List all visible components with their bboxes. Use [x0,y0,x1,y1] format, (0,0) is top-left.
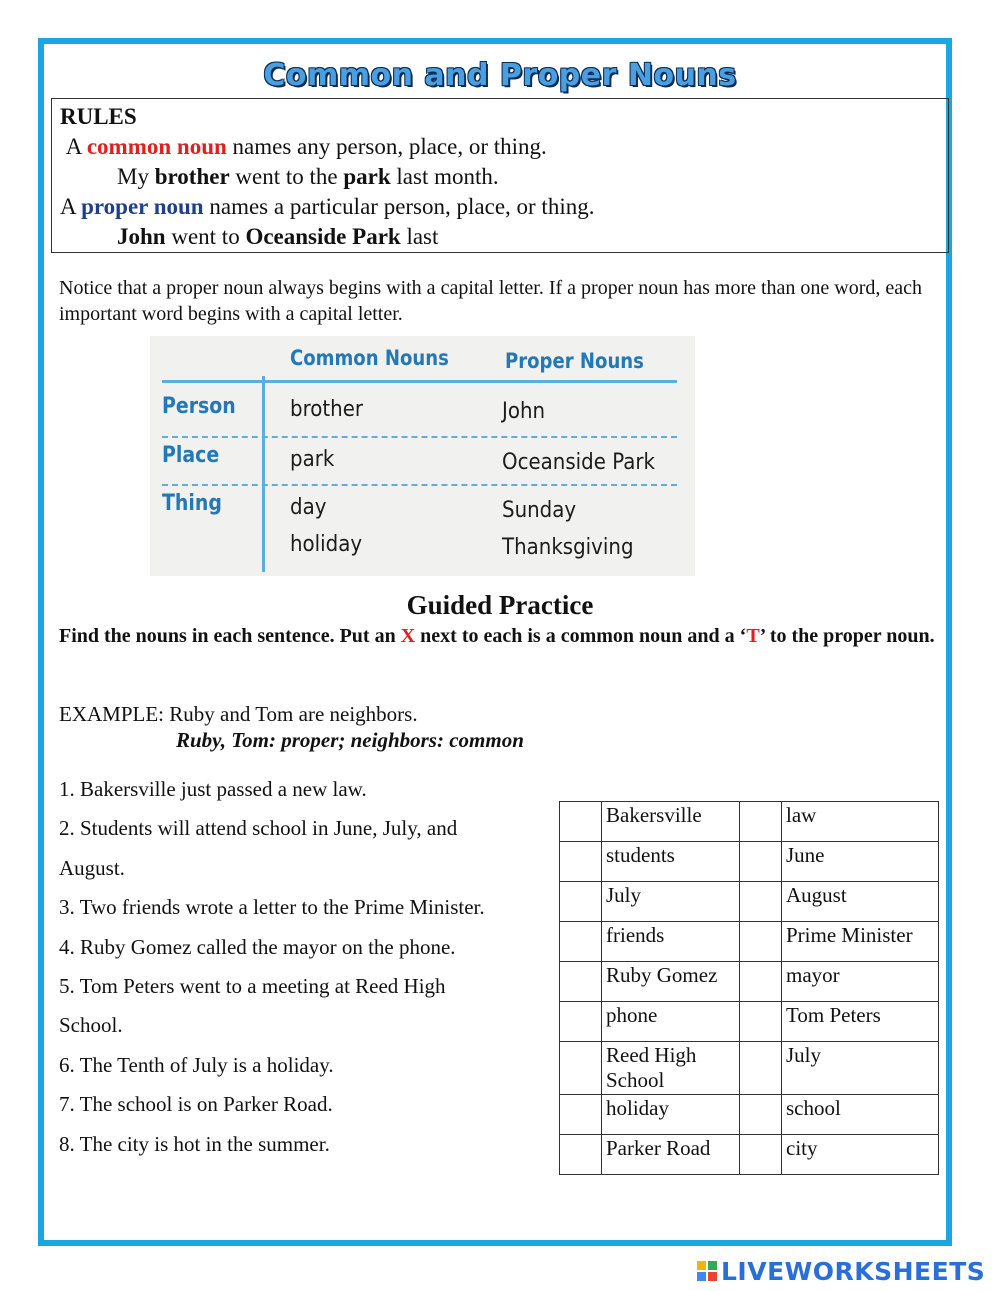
logo-blocks-icon [697,1261,717,1281]
answer-box[interactable] [740,1135,782,1175]
header-common-nouns: Common Nouns [290,346,449,370]
sentence: 4. Ruby Gomez called the mayor on the phone. [59,934,456,959]
noun-example-table [150,336,695,576]
noun-cell: Prime Minister [782,922,939,962]
noun-cell: Bakersville [602,802,740,842]
page-title: Common and Proper Nouns [263,58,737,93]
liveworksheets-logo [697,1256,985,1286]
answer-row [560,1135,939,1175]
noun-cell: July [782,1042,939,1095]
sentence: 7. The school is on Parker Road. [59,1092,333,1117]
answer-row [560,1002,939,1042]
noun-cell: Reed High School [602,1042,740,1095]
instructions: Find the nouns in each sentence. Put an X next to each is a common noun and a ‘T’ to the proper noun. [59,625,935,647]
category-place: Place [162,443,220,468]
sentence: 6. The Tenth of July is a holiday. [59,1052,334,1077]
answer-box[interactable] [740,842,782,882]
rules-box [51,98,949,253]
cell-proper: Thanksgiving [502,535,634,560]
noun-cell: students [602,842,740,882]
term-common-noun: common noun [86,134,227,159]
sentence: 5. Tom Peters went to a meeting at Reed High [59,973,446,998]
answer-box[interactable] [560,1095,602,1135]
footer-brand-text: LIVEWORKSHEETS [721,1256,986,1286]
noun-cell: Ruby Gomez [602,962,740,1002]
cell-common: day [290,495,327,520]
cell-proper: Oceanside Park [502,450,655,475]
category-thing: Thing [162,491,222,516]
noun-cell: mayor [782,962,939,1002]
answer-box[interactable] [560,882,602,922]
cell-common: holiday [290,532,363,557]
answer-box[interactable] [740,802,782,842]
noun-cell: June [782,842,939,882]
noun-cell: July [602,882,740,922]
header-proper-nouns: Proper Nouns [505,349,644,373]
answer-row [560,922,939,962]
sentence: School. [59,1013,123,1038]
answer-box[interactable] [560,842,602,882]
rule-common-example: My brother went to the park last month. [117,164,499,189]
noun-cell: Parker Road [602,1135,740,1175]
answer-box[interactable] [560,922,602,962]
example-answer: Ruby, Tom: proper; neighbors: common [176,728,524,752]
answer-row [560,882,939,922]
rule-common: A common noun names any person, place, or thing. [65,134,547,159]
answer-box[interactable] [560,1042,602,1095]
guided-practice-title: Guided Practice [406,590,594,620]
answer-box[interactable] [560,802,602,842]
noun-cell: friends [602,922,740,962]
cell-common: brother [290,397,364,422]
sentence-list [59,774,539,1168]
answer-box[interactable] [560,1135,602,1175]
sentence: 1. Bakersville just passed a new law. [59,777,367,801]
answer-box[interactable] [740,1042,782,1095]
noun-cell: school [782,1095,939,1135]
noun-cell: holiday [602,1095,740,1135]
sentence: 2. Students will attend school in June, July, and [59,816,458,841]
category-person: Person [162,394,236,419]
answer-box[interactable] [560,1002,602,1042]
notice-text: Notice that a proper noun always begins with a capital letter. If a proper noun has more than one word, each important word begins with a capital letter. [59,277,923,325]
answer-box[interactable] [740,1095,782,1135]
answer-box[interactable] [740,882,782,922]
noun-cell: August [782,882,939,922]
cell-proper: Sunday [502,498,577,523]
answer-box[interactable] [560,962,602,1002]
answer-row [560,842,939,882]
answer-row [560,962,939,1002]
answer-box[interactable] [740,922,782,962]
noun-cell: Tom Peters [782,1002,939,1042]
noun-cell: law [782,802,939,842]
answer-table [559,801,939,1175]
answer-row [560,802,939,842]
rule-proper-example: John went to Oceanside Park last [117,224,439,249]
example-sentence: EXAMPLE: Ruby and Tom are neighbors. [59,702,418,726]
term-proper-noun: proper noun [81,194,204,219]
sentence: 3. Two friends wrote a letter to the Prime Minister. [59,895,485,920]
rules-heading: RULES [60,104,137,129]
answer-box[interactable] [740,962,782,1002]
cell-common: park [290,447,335,472]
rule-proper: A proper noun names a particular person, place, or thing. [60,194,595,219]
answer-row [560,1042,939,1095]
noun-cell: phone [602,1002,740,1042]
answer-row [560,1095,939,1135]
answer-box[interactable] [740,1002,782,1042]
sentence: 8. The city is hot in the summer. [59,1131,330,1156]
noun-cell: city [782,1135,939,1175]
sentence: August. [59,855,125,880]
cell-proper: John [502,399,546,424]
